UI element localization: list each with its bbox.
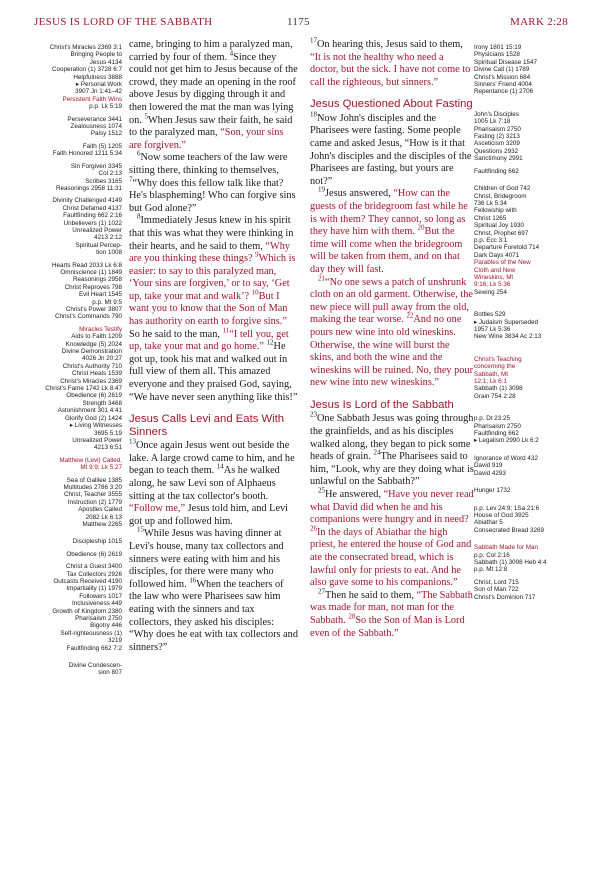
- left-reference-margin: [18, 44, 122, 677]
- words-of-jesus: “How can the guests of the bridegroom fast while he is with them? They cannot, so long as they have him with them.: [310, 188, 468, 238]
- margin-reference-entry: Questions 2932: [474, 147, 519, 155]
- scripture-text: When Jesus saw their faith, he said to the paralyzed man,: [129, 114, 293, 139]
- words-of-jesus: But the time will come when the bridegroom will be taken from them, and on that day they will fast.: [310, 226, 463, 275]
- margin-reference-entry: Obedience (6) 2619: [66, 550, 122, 558]
- words-of-jesus: Which is easier: to say to this paralyzed man, ‘Your sins are forgiven,’ or to say, ‘Get up, take your mat and walk’?: [129, 253, 296, 302]
- margin-reference-entry: New Wine 3834 Ac 2:13: [474, 333, 542, 341]
- margin-reference-entry: Inclusiveness 449: [71, 600, 122, 608]
- verse-number: 28: [348, 612, 356, 621]
- margin-reference-entry: Unrealized Power: [72, 436, 122, 444]
- margin-reference-entry: Divine Condescen-: [68, 662, 122, 670]
- margin-reference-entry: Consecrated Bread 3269: [474, 526, 545, 534]
- margin-reference-entry: Zealousness 1074: [70, 123, 122, 131]
- margin-reference-entry: Omniscience (1) 1849: [60, 268, 122, 276]
- margin-reference-entry: Sinners' Friend 4004: [474, 81, 532, 89]
- margin-reference-entry: Multitudes 2786 3:20: [63, 483, 122, 491]
- margin-reference-entry: Christ's Commands 790: [55, 313, 122, 321]
- margin-reference-entry: Departure Foretold 714: [474, 244, 540, 252]
- words-of-jesus: “Why are you thinking these things?: [129, 240, 290, 265]
- margin-reference-entry: Sabbath (1) 3098 Heb 4:4: [474, 558, 547, 566]
- words-of-jesus: “I tell you, get up, take your mat and go home.”: [129, 328, 289, 353]
- right-reference-margin: [474, 44, 590, 601]
- scripture-text: As he walked along, he saw Levi son of Alphaeus sitting at the tax collector's booth.: [129, 465, 280, 502]
- words-of-jesus: “No one sews a patch of unshrunk cloth on an old garment. Otherwise, the new piece will pull away from the old, making the tear worse.: [310, 276, 473, 326]
- scripture-text: Then he said to them,: [325, 589, 417, 601]
- margin-reference-entry: Pharisaism 2750: [75, 615, 122, 623]
- verse-number: 26: [310, 524, 317, 533]
- margin-reference-entry: 4213 6:51: [93, 444, 122, 452]
- verse-number: 14: [216, 462, 224, 471]
- margin-reference-entry: Discipleship 1015: [72, 538, 122, 546]
- margin-reference-entry: Asceticism 3209: [474, 140, 520, 148]
- words-of-jesus: “The Sabbath was made for man, not man for the Sabbath.: [310, 589, 473, 626]
- running-head-left: JESUS IS LORD OF THE SABBATH: [34, 16, 213, 28]
- margin-reference-entry: Faith Honored 1211 5:34: [52, 150, 122, 158]
- text-column-left: [129, 39, 298, 654]
- margin-reference-entry: Unbelievers (1) 1022: [63, 219, 122, 227]
- verse-number: 12: [266, 338, 274, 347]
- section-heading: Jesus Questioned About Fasting: [310, 98, 473, 111]
- margin-reference-entry: 3907 Jn 1:41–42: [75, 88, 122, 96]
- scripture-text: On hearing this, Jesus said to them,: [317, 39, 463, 50]
- margin-reference-entry: Christ a Guest 3400: [65, 563, 122, 571]
- margin-reference-entry: Christ, Bridegroom: [474, 192, 527, 200]
- scripture-paragraph: [310, 486, 474, 590]
- scripture-text: Now some teachers of the law were sitting there, thinking to themselves,: [129, 152, 288, 176]
- margin-reference-entry: Aids to Faith 1209: [71, 333, 122, 341]
- margin-reference-entry: Christ's Power 3807: [65, 306, 122, 313]
- words-of-jesus: And no one pours new wine into old wineskins. Otherwise, the wine will burst the skins, and both the wine and the wineskins will be ruined. No, they pour new wine into new wineskins.”: [310, 314, 474, 389]
- margin-reference-entry: Scribes 3165: [85, 177, 122, 185]
- margin-reference-entry: David 919: [474, 462, 503, 470]
- margin-reference-entry: Christ Heals 1539: [71, 370, 122, 378]
- scripture-paragraph: [129, 212, 298, 404]
- margin-reference-entry: Outcasts Received 4190: [53, 578, 122, 585]
- margin-reference-entry: Impartiality (1) 1979: [66, 585, 122, 593]
- scripture-paragraph: [310, 274, 474, 390]
- margin-reference-entry: p.p. Mt 9:5: [92, 298, 122, 306]
- margin-reference-entry: Tax Collectors 2926: [66, 570, 122, 578]
- margin-reference-entry: Strength 3468: [82, 399, 122, 407]
- margin-reference-entry: Christ Reproves 798: [64, 283, 122, 291]
- margin-reference-entry: Sabbath (1) 3098: [474, 385, 523, 393]
- margin-reference-entry: Reasonings 2958: [72, 276, 122, 284]
- scripture-text: When the teachers of the law who were Pharisees saw him eating with the sinners and tax collectors, they asked his disciples: “Why does he eat with tax collectors and sinners?”: [129, 578, 298, 653]
- scripture-paragraph: [310, 36, 474, 89]
- margin-reference-entry: Christ's Dominion 717: [474, 593, 536, 601]
- margin-reference-entry: Glorify God (2) 1424: [64, 414, 122, 422]
- margin-reference-entry: Faultfinding 662 7:2: [66, 644, 122, 652]
- margin-reference-entry: Christ's Authority 710: [62, 362, 122, 370]
- margin-reference-entry: 1005 Lk 7:18: [474, 118, 511, 126]
- words-of-jesus: But I want you to know that the Son of Man has authority on earth to forgive sins.”: [129, 290, 288, 328]
- margin-reference-entry: p.p. Col 2:16: [474, 551, 510, 559]
- margin-reference-entry: John's Disciples: [474, 110, 519, 118]
- margin-reference-entry: p.p. Mt 12:8: [474, 566, 508, 574]
- margin-topic-heading: Wineskins, Mt: [474, 273, 514, 281]
- margin-reference-entry: Spiritual Percep-: [75, 241, 122, 249]
- margin-reference-entry: Astonishment 301 4:41: [57, 407, 122, 415]
- margin-reference-entry: Reasonings 2958 11:31: [55, 184, 122, 192]
- margin-reference-entry: House of God 3925: [474, 511, 529, 519]
- verse-number: 11: [222, 326, 230, 335]
- margin-reference-entry: sion 807: [98, 669, 122, 677]
- margin-topic-heading: Matthew (Levi) Called,: [59, 456, 122, 464]
- margin-reference-entry: Faultfinding 662 2:16: [63, 212, 122, 220]
- margin-topic-heading: Parables of the New: [474, 259, 531, 267]
- margin-reference-entry: Jesus 4134: [89, 58, 122, 66]
- margin-topic-heading: concerning the: [474, 363, 516, 371]
- running-head-right: MARK 2:28: [509, 16, 568, 28]
- margin-reference-entry: Divine Call (1) 1789: [474, 66, 530, 74]
- scripture-text: So he said to the man,: [129, 328, 223, 340]
- margin-reference-entry: Christ Defamed 4137: [62, 204, 122, 212]
- scripture-text: While Jesus was having dinner at Levi's house, many tax collectors and sinners were eating with him and his disciples, for there were many who followed him.: [129, 528, 284, 590]
- margin-reference-entry: Divine Demonstration: [61, 348, 122, 356]
- margin-reference-entry: David 4293: [474, 469, 506, 477]
- scripture-paragraph: [310, 413, 474, 489]
- margin-reference-entry: ▸ Personal Work: [75, 81, 122, 89]
- margin-reference-entry: Grain 754 2:28: [474, 392, 516, 400]
- margin-topic-heading: Christ's Teaching: [474, 355, 522, 363]
- margin-topic-heading: Sabbath Made for Man: [474, 544, 539, 552]
- margin-reference-entry: Sewing 254: [474, 288, 507, 296]
- scripture-text: Now John's disciples and the Pharisees were fasting. Some people came and asked Jesus, “How is it that John's disciples and the disciples of the Pharisees are fasting, but yours are not?”: [310, 112, 472, 187]
- words-of-jesus: So the Son of Man is Lord even of the Sabbath.”: [310, 614, 465, 639]
- margin-reference-entry: Repentance (1) 2706: [474, 88, 534, 96]
- margin-reference-entry: Palsy 1512: [90, 130, 122, 138]
- margin-reference-entry: p.p. Dt 23:25: [474, 415, 511, 423]
- margin-reference-entry: Sea of Galilee 1385: [66, 476, 122, 484]
- margin-reference-entry: 4213 2:12: [93, 234, 122, 242]
- margin-reference-entry: Matthew 2265: [82, 520, 122, 528]
- margin-reference-entry: Divinity Challenged 4149: [52, 197, 122, 205]
- margin-reference-entry: Christ, Prophet 697: [474, 229, 529, 237]
- margin-reference-entry: Faultfinding 662: [474, 430, 519, 438]
- scripture-paragraph: [129, 149, 298, 215]
- verse-number: 9: [255, 250, 259, 259]
- scripture-text: Jesus told him, and Levi got up and followed him.: [129, 503, 289, 527]
- scripture-text: Since they could not get him to Jesus because of the crowd, they made an opening in the roof above Jesus by digging through it and then lowered the mat the man was lying on.: [129, 51, 298, 126]
- scripture-text: Immediately Jesus knew in his spirit that this was what they were thinking in their hearts, and he said to them,: [129, 215, 294, 252]
- margin-topic-heading: 9:16; Lk 5:36: [474, 281, 511, 289]
- margin-reference-entry: Sanctimony 2991: [474, 155, 523, 163]
- verse-number: 5: [144, 112, 148, 121]
- margin-reference-entry: Christ's Miracles 2369 3:1: [49, 44, 122, 51]
- verse-number: 21: [318, 274, 325, 283]
- margin-reference-entry: 736 Lk 5:34: [474, 199, 507, 207]
- words-of-jesus: In the days of Abiathar the high priest, he entered the house of God and ate the consecrated bread, which is lawful only for priests to eat. And he also gave some to his companions.”: [310, 526, 472, 589]
- margin-reference-entry: Evil Heart 1545: [78, 291, 122, 299]
- margin-reference-entry: Son of Man 722: [474, 586, 519, 594]
- margin-reference-entry: Ignorance of Word 432: [474, 454, 538, 462]
- verse-number: 8: [137, 212, 141, 221]
- margin-reference-entry: Christ's Miracles 2369: [60, 377, 122, 385]
- margin-reference-entry: Instruction (2) 1779: [67, 498, 122, 506]
- margin-reference-entry: Christ's Mission 684: [474, 73, 531, 81]
- margin-reference-entry: Hearts Read 2033 Lk 6:8: [51, 261, 122, 269]
- margin-reference-entry: Obedience (6) 2619: [66, 392, 122, 400]
- margin-reference-entry: Col 2:13: [98, 170, 122, 178]
- margin-reference-entry: Growth of Kingdom 2380: [52, 607, 122, 615]
- verse-number: 24: [373, 448, 381, 457]
- margin-reference-entry: Fellowship with: [474, 207, 517, 215]
- margin-reference-entry: Unrealized Power: [72, 226, 122, 234]
- margin-reference-entry: Apostles Called: [78, 506, 122, 514]
- verse-number: 15: [137, 525, 144, 534]
- margin-reference-entry: p.p. Lev 24:9; 1Sa 21:6: [474, 504, 540, 512]
- margin-reference-entry: 3695 5:19: [93, 429, 122, 437]
- verse-number: 18: [310, 110, 317, 119]
- scripture-text: The Pharisees said to him, “Look, why are they doing what is unlawful on the Sabbath?”: [310, 451, 474, 488]
- verse-number: 16: [189, 576, 197, 585]
- margin-reference-entry: 1957 Lk 5:36: [474, 326, 511, 333]
- margin-reference-entry: p.p. Lk 5:19: [89, 103, 122, 111]
- margin-topic-heading: Miracles Testify: [79, 325, 122, 333]
- scripture-paragraph: [310, 188, 474, 276]
- text-column-right: [310, 36, 474, 640]
- scripture-text: Once again Jesus went out beside the lake. A large crowd came to him, and he began to teach them.: [129, 440, 295, 477]
- verse-number: 27: [318, 587, 325, 596]
- margin-reference-entry: Bringing People to: [70, 51, 122, 59]
- margin-reference-entry: Christ 1265: [474, 214, 507, 222]
- margin-reference-entry: Hunger 1732: [474, 487, 511, 495]
- margin-reference-entry: 3219: [107, 637, 122, 645]
- scripture-text: Jesus answered,: [325, 188, 394, 200]
- margin-topic-heading: Persistent Faith Wins: [62, 95, 122, 103]
- words-of-jesus: “Have you never read what David did when he and his companions were hungry and in need?: [310, 489, 474, 526]
- section-heading: Jesus Calls Levi and Eats With Sinners: [129, 413, 285, 438]
- margin-reference-entry: ▸ Living Witnesses: [69, 422, 122, 430]
- verse-number: 19: [318, 186, 325, 195]
- words-of-jesus: “Follow me,”: [129, 503, 186, 515]
- margin-reference-entry: Knowledge (5) 2024: [65, 340, 122, 348]
- verse-number: 6: [137, 149, 141, 158]
- margin-reference-entry: Helpfulness 3888: [73, 73, 122, 81]
- scripture-paragraph: [129, 39, 298, 152]
- scripture-text: One Sabbath Jesus was going through the grainfields, and as his disciples walked along, they began to pick some heads of grain.: [310, 413, 474, 463]
- margin-reference-entry: Bigotry 446: [90, 622, 122, 630]
- margin-reference-entry: 2082 Lk 6:13: [85, 513, 122, 521]
- scripture-text: came, bringing to him a paralyzed man, carried by four of them.: [129, 39, 293, 63]
- scripture-paragraph: [310, 110, 474, 189]
- margin-reference-entry: Physicians 1528: [474, 51, 520, 59]
- margin-reference-entry: Perseverance 3441: [67, 115, 122, 123]
- verse-number: 4: [229, 49, 234, 58]
- scripture-text: “Why does this fellow talk like that? He's blaspheming! Who can forgive sins but God alone?”: [129, 177, 296, 214]
- margin-reference-entry: Followers 1017: [79, 592, 122, 600]
- margin-topic-heading: Cloth and New: [474, 266, 516, 274]
- margin-reference-entry: Bottles 529: [474, 311, 506, 319]
- margin-reference-entry: Children of God 742: [474, 185, 531, 193]
- margin-reference-entry: Faith (5) 1205: [82, 142, 122, 150]
- verse-number: 10: [251, 288, 259, 297]
- section-heading: Jesus Is Lord of the Sabbath: [310, 398, 454, 411]
- margin-reference-entry: Dark Days 4071: [474, 251, 520, 259]
- margin-reference-entry: tion 1008: [96, 249, 122, 257]
- margin-reference-entry: Fasting (2) 3213: [474, 133, 520, 141]
- verse-number: 17: [310, 36, 317, 45]
- verse-number: 13: [129, 437, 136, 446]
- words-of-jesus: “Son, your sins are forgiven.”: [129, 127, 284, 151]
- margin-topic-heading: Mt 9:9; Lk 5:27: [80, 464, 122, 472]
- margin-reference-entry: Christ, Lord 715: [474, 578, 519, 586]
- words-of-jesus: “It is not the healthy who need a doctor, but the sick. I have not come to call the righteous, but sinners.”: [310, 51, 471, 88]
- verse-number: 22: [406, 311, 414, 320]
- margin-reference-entry: Pharisaism 2750: [474, 422, 521, 430]
- margin-reference-entry: Spiritual Joy 1930: [474, 222, 525, 230]
- margin-reference-entry: ▸ Legalism 2990 Lk 6:2: [474, 437, 539, 445]
- margin-reference-entry: 4026 Jn 20:27: [82, 355, 122, 363]
- scripture-paragraph: [310, 587, 474, 640]
- verse-number: 7: [129, 175, 133, 184]
- scripture-paragraph: [129, 437, 298, 528]
- margin-reference-entry: Self-righteousness (1): [60, 629, 122, 637]
- margin-reference-entry: Cooperation (1) 3728 6:7: [51, 66, 122, 74]
- margin-reference-entry: Sin Forgiven 3345: [70, 162, 122, 170]
- margin-topic-heading: 12:1; Lk 6:1: [474, 378, 507, 386]
- margin-reference-entry: Christ, Teacher 3555: [64, 491, 122, 499]
- margin-topic-heading: Sabbath, Mt: [474, 370, 508, 378]
- page-number: 1175: [287, 16, 310, 28]
- margin-reference-entry: Spiritual Disease 1547: [474, 58, 538, 66]
- scripture-paragraph: [129, 525, 298, 654]
- verse-number: 23: [310, 411, 317, 420]
- margin-reference-entry: p.p. Ecc 3:1: [474, 236, 508, 244]
- scripture-text: He answered,: [325, 489, 384, 500]
- margin-reference-entry: Christ's Fame 1742 Lk 8:47: [45, 385, 122, 393]
- margin-reference-entry: Faultfinding 662: [474, 167, 519, 175]
- margin-reference-entry: Irony 1801 15:19: [474, 44, 522, 51]
- margin-reference-entry: ▸ Judaism Superseded: [474, 318, 539, 326]
- verse-number: 25: [318, 486, 325, 495]
- scripture-text: He got up, took his mat and walked out in full view of them all. This amazed everyone and they praised God, saying, “We have never seen anything like this!”: [129, 341, 298, 403]
- margin-reference-entry: Pharisaism 2750: [474, 125, 521, 133]
- margin-reference-entry: Abiathar 5: [474, 519, 503, 527]
- verse-number: 20: [417, 223, 425, 232]
